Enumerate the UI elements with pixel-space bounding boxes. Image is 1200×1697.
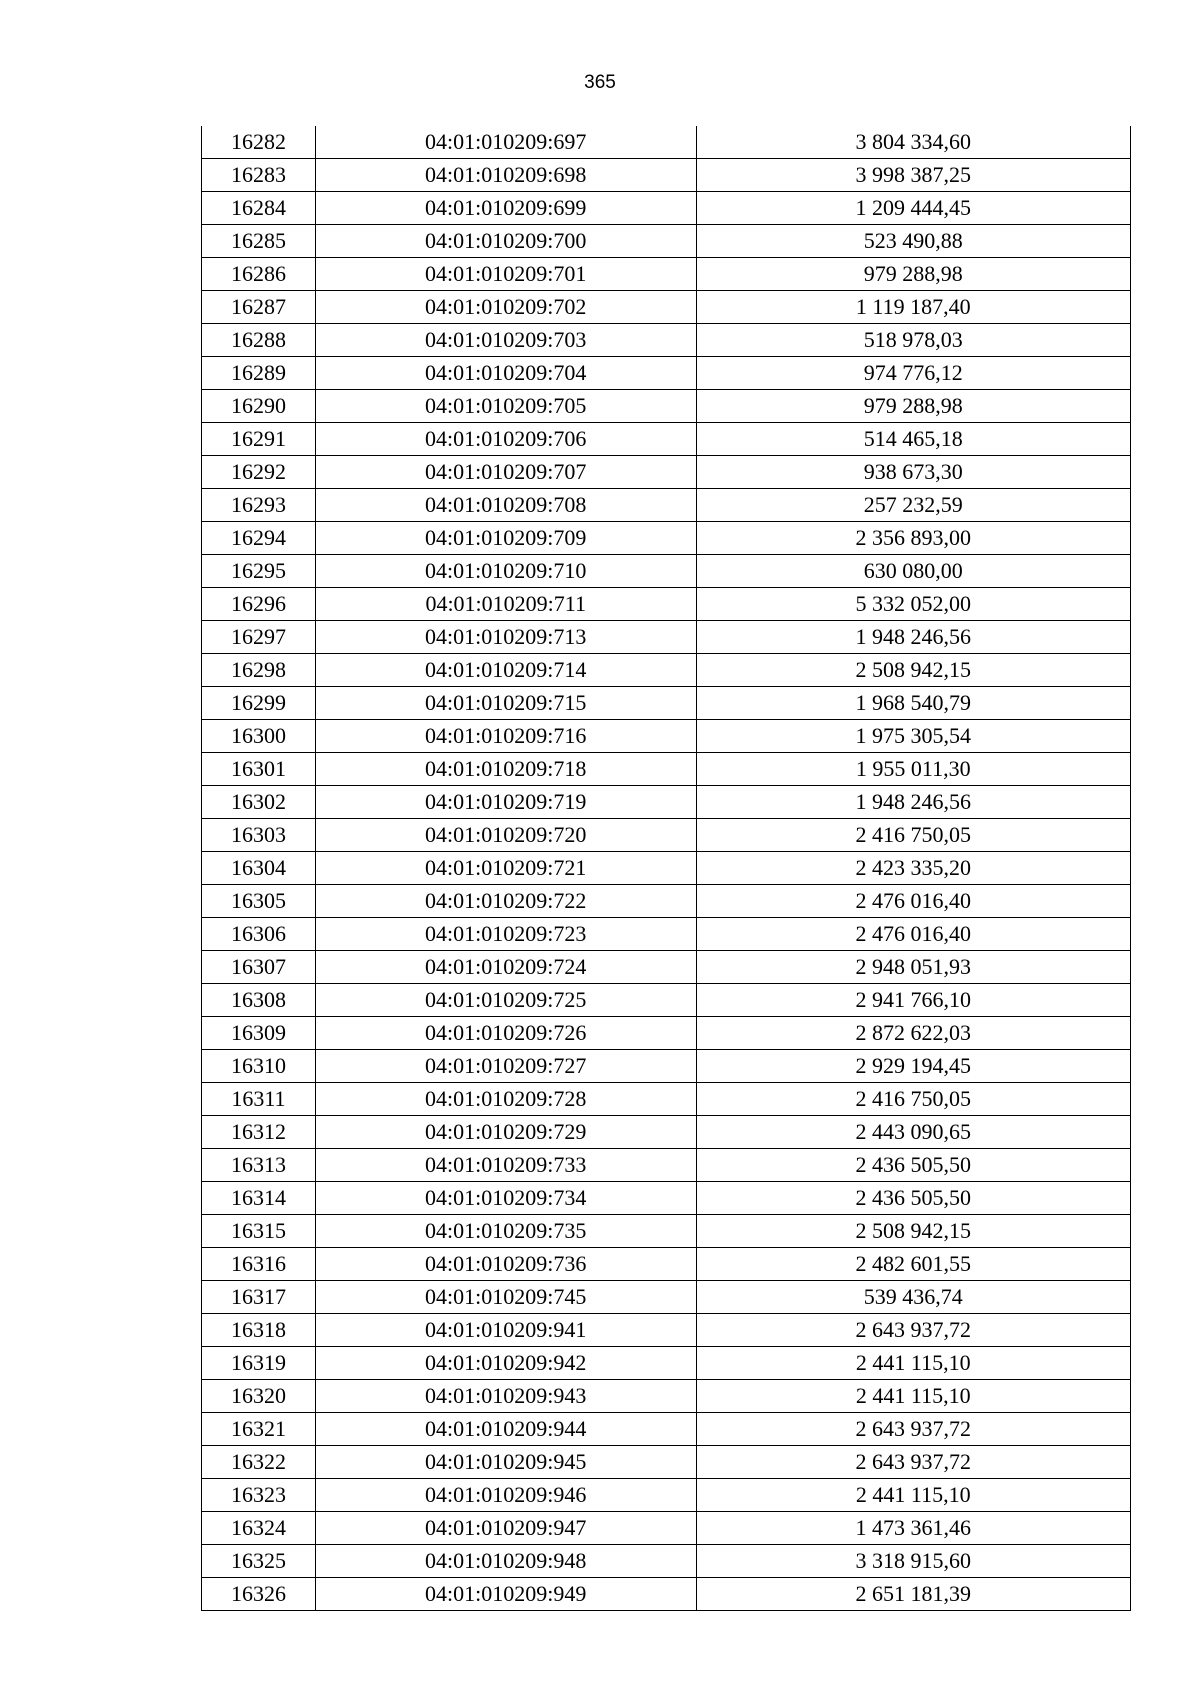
cadastral-number-cell: 04:01:010209:727	[315, 1050, 696, 1083]
row-number-cell: 16320	[202, 1380, 316, 1413]
cadastral-number-cell: 04:01:010209:702	[315, 291, 696, 324]
cadastral-number-cell: 04:01:010209:735	[315, 1215, 696, 1248]
row-number-cell: 16325	[202, 1545, 316, 1578]
cadastral-number-cell: 04:01:010209:726	[315, 1017, 696, 1050]
cadastral-value-cell: 630 080,00	[696, 555, 1130, 588]
row-number-cell: 16317	[202, 1281, 316, 1314]
table-body	[202, 126, 1131, 1611]
row-number-cell: 16311	[202, 1083, 316, 1116]
table-row	[202, 1413, 1131, 1446]
cadastral-value-cell: 514 465,18	[696, 423, 1130, 456]
table-row	[202, 192, 1131, 225]
cadastral-value-cell: 2 508 942,15	[696, 654, 1130, 687]
row-number-cell: 16324	[202, 1512, 316, 1545]
row-number-cell: 16306	[202, 918, 316, 951]
table-row	[202, 1050, 1131, 1083]
row-number-cell: 16295	[202, 555, 316, 588]
table-row	[202, 1182, 1131, 1215]
cadastral-value-cell: 2 872 622,03	[696, 1017, 1130, 1050]
row-number-cell: 16294	[202, 522, 316, 555]
cadastral-number-cell: 04:01:010209:728	[315, 1083, 696, 1116]
row-number-cell: 16301	[202, 753, 316, 786]
cadastral-value-cell: 1 955 011,30	[696, 753, 1130, 786]
row-number-cell: 16315	[202, 1215, 316, 1248]
row-number-cell: 16284	[202, 192, 316, 225]
cadastral-value-cell: 979 288,98	[696, 258, 1130, 291]
cadastral-number-cell: 04:01:010209:699	[315, 192, 696, 225]
cadastral-number-cell: 04:01:010209:697	[315, 126, 696, 159]
table-row	[202, 786, 1131, 819]
table-row	[202, 1281, 1131, 1314]
row-number-cell: 16321	[202, 1413, 316, 1446]
table-row	[202, 291, 1131, 324]
table-row	[202, 1545, 1131, 1578]
table-row	[202, 126, 1131, 159]
table-row	[202, 1083, 1131, 1116]
row-number-cell: 16298	[202, 654, 316, 687]
row-number-cell: 16299	[202, 687, 316, 720]
cadastral-number-cell: 04:01:010209:944	[315, 1413, 696, 1446]
cadastral-value-cell: 3 318 915,60	[696, 1545, 1130, 1578]
cadastral-value-cell: 2 436 505,50	[696, 1149, 1130, 1182]
table-row	[202, 621, 1131, 654]
table-row	[202, 1512, 1131, 1545]
table-row	[202, 654, 1131, 687]
cadastral-number-cell: 04:01:010209:707	[315, 456, 696, 489]
table-row	[202, 225, 1131, 258]
cadastral-value-cell: 2 441 115,10	[696, 1479, 1130, 1512]
row-number-cell: 16288	[202, 324, 316, 357]
row-number-cell: 16326	[202, 1578, 316, 1611]
cadastral-number-cell: 04:01:010209:949	[315, 1578, 696, 1611]
cadastral-number-cell: 04:01:010209:714	[315, 654, 696, 687]
table-row	[202, 555, 1131, 588]
cadastral-number-cell: 04:01:010209:725	[315, 984, 696, 1017]
cadastral-number-cell: 04:01:010209:720	[315, 819, 696, 852]
table-row	[202, 1149, 1131, 1182]
table-row	[202, 1380, 1131, 1413]
row-number-cell: 16297	[202, 621, 316, 654]
table-row	[202, 1248, 1131, 1281]
cadastral-number-cell: 04:01:010209:719	[315, 786, 696, 819]
table-row	[202, 918, 1131, 951]
table-row	[202, 423, 1131, 456]
row-number-cell: 16290	[202, 390, 316, 423]
cadastral-number-cell: 04:01:010209:701	[315, 258, 696, 291]
cadastral-number-cell: 04:01:010209:942	[315, 1347, 696, 1380]
table-row	[202, 687, 1131, 720]
cadastral-value-cell: 1 948 246,56	[696, 621, 1130, 654]
cadastral-value-cell: 257 232,59	[696, 489, 1130, 522]
row-number-cell: 16304	[202, 852, 316, 885]
table-row	[202, 390, 1131, 423]
cadastral-number-cell: 04:01:010209:711	[315, 588, 696, 621]
cadastral-value-cell: 3 804 334,60	[696, 126, 1130, 159]
table-row	[202, 819, 1131, 852]
cadastral-number-cell: 04:01:010209:723	[315, 918, 696, 951]
cadastral-number-cell: 04:01:010209:713	[315, 621, 696, 654]
cadastral-value-cell: 2 416 750,05	[696, 819, 1130, 852]
cadastral-value-cell: 1 119 187,40	[696, 291, 1130, 324]
cadastral-value-cell: 2 643 937,72	[696, 1446, 1130, 1479]
cadastral-number-cell: 04:01:010209:708	[315, 489, 696, 522]
cadastral-number-cell: 04:01:010209:948	[315, 1545, 696, 1578]
row-number-cell: 16285	[202, 225, 316, 258]
cadastral-value-cell: 2 441 115,10	[696, 1380, 1130, 1413]
row-number-cell: 16286	[202, 258, 316, 291]
cadastral-value-cell: 2 482 601,55	[696, 1248, 1130, 1281]
table-row	[202, 456, 1131, 489]
cadastral-value-cell: 938 673,30	[696, 456, 1130, 489]
cadastral-value-cell: 2 508 942,15	[696, 1215, 1130, 1248]
row-number-cell: 16287	[202, 291, 316, 324]
table-row	[202, 984, 1131, 1017]
page-number: 365	[584, 72, 616, 93]
table-row	[202, 258, 1131, 291]
row-number-cell: 16283	[202, 159, 316, 192]
cadastral-value-cell: 523 490,88	[696, 225, 1130, 258]
cadastral-number-cell: 04:01:010209:729	[315, 1116, 696, 1149]
row-number-cell: 16319	[202, 1347, 316, 1380]
row-number-cell: 16282	[202, 126, 316, 159]
cadastral-value-cell: 2 643 937,72	[696, 1314, 1130, 1347]
row-number-cell: 16291	[202, 423, 316, 456]
row-number-cell: 16293	[202, 489, 316, 522]
cadastral-number-cell: 04:01:010209:710	[315, 555, 696, 588]
cadastral-value-table	[201, 126, 1131, 1611]
cadastral-value-cell: 974 776,12	[696, 357, 1130, 390]
row-number-cell: 16318	[202, 1314, 316, 1347]
table-row	[202, 522, 1131, 555]
table-row	[202, 357, 1131, 390]
cadastral-number-cell: 04:01:010209:715	[315, 687, 696, 720]
cadastral-value-cell: 2 356 893,00	[696, 522, 1130, 555]
cadastral-number-cell: 04:01:010209:722	[315, 885, 696, 918]
cadastral-value-cell: 539 436,74	[696, 1281, 1130, 1314]
cadastral-value-cell: 1 975 305,54	[696, 720, 1130, 753]
cadastral-value-cell: 1 948 246,56	[696, 786, 1130, 819]
row-number-cell: 16292	[202, 456, 316, 489]
table-row	[202, 159, 1131, 192]
table-row	[202, 852, 1131, 885]
table-row	[202, 720, 1131, 753]
cadastral-value-cell: 2 948 051,93	[696, 951, 1130, 984]
cadastral-number-cell: 04:01:010209:945	[315, 1446, 696, 1479]
row-number-cell: 16316	[202, 1248, 316, 1281]
cadastral-value-cell: 2 643 937,72	[696, 1413, 1130, 1446]
cadastral-number-cell: 04:01:010209:724	[315, 951, 696, 984]
row-number-cell: 16310	[202, 1050, 316, 1083]
row-number-cell: 16314	[202, 1182, 316, 1215]
cadastral-value-cell: 518 978,03	[696, 324, 1130, 357]
row-number-cell: 16296	[202, 588, 316, 621]
table-row	[202, 1578, 1131, 1611]
table-row	[202, 489, 1131, 522]
cadastral-number-cell: 04:01:010209:733	[315, 1149, 696, 1182]
table-row	[202, 951, 1131, 984]
cadastral-value-cell: 1 968 540,79	[696, 687, 1130, 720]
row-number-cell: 16309	[202, 1017, 316, 1050]
cadastral-number-cell: 04:01:010209:734	[315, 1182, 696, 1215]
table-row	[202, 324, 1131, 357]
cadastral-number-cell: 04:01:010209:698	[315, 159, 696, 192]
row-number-cell: 16313	[202, 1149, 316, 1182]
cadastral-number-cell: 04:01:010209:941	[315, 1314, 696, 1347]
table-row	[202, 1479, 1131, 1512]
table-row	[202, 753, 1131, 786]
cadastral-value-cell: 2 941 766,10	[696, 984, 1130, 1017]
cadastral-number-cell: 04:01:010209:721	[315, 852, 696, 885]
row-number-cell: 16312	[202, 1116, 316, 1149]
row-number-cell: 16322	[202, 1446, 316, 1479]
cadastral-value-cell: 2 416 750,05	[696, 1083, 1130, 1116]
row-number-cell: 16289	[202, 357, 316, 390]
cadastral-number-cell: 04:01:010209:704	[315, 357, 696, 390]
cadastral-value-cell: 2 651 181,39	[696, 1578, 1130, 1611]
cadastral-value-cell: 2 443 090,65	[696, 1116, 1130, 1149]
table-row	[202, 588, 1131, 621]
cadastral-number-cell: 04:01:010209:716	[315, 720, 696, 753]
cadastral-value-cell: 2 476 016,40	[696, 885, 1130, 918]
cadastral-value-cell: 1 473 361,46	[696, 1512, 1130, 1545]
cadastral-value-cell: 5 332 052,00	[696, 588, 1130, 621]
cadastral-number-cell: 04:01:010209:703	[315, 324, 696, 357]
table-row	[202, 1314, 1131, 1347]
table-row	[202, 1215, 1131, 1248]
cadastral-value-cell: 979 288,98	[696, 390, 1130, 423]
cadastral-number-cell: 04:01:010209:745	[315, 1281, 696, 1314]
row-number-cell: 16303	[202, 819, 316, 852]
row-number-cell: 16323	[202, 1479, 316, 1512]
cadastral-number-cell: 04:01:010209:700	[315, 225, 696, 258]
cadastral-number-cell: 04:01:010209:946	[315, 1479, 696, 1512]
row-number-cell: 16307	[202, 951, 316, 984]
cadastral-number-cell: 04:01:010209:943	[315, 1380, 696, 1413]
cadastral-value-cell: 2 441 115,10	[696, 1347, 1130, 1380]
table-row	[202, 1446, 1131, 1479]
cadastral-value-cell: 1 209 444,45	[696, 192, 1130, 225]
cadastral-value-cell: 2 423 335,20	[696, 852, 1130, 885]
cadastral-value-cell: 2 476 016,40	[696, 918, 1130, 951]
cadastral-value-cell: 2 436 505,50	[696, 1182, 1130, 1215]
table-row	[202, 1116, 1131, 1149]
table-row	[202, 885, 1131, 918]
row-number-cell: 16302	[202, 786, 316, 819]
cadastral-value-cell: 2 929 194,45	[696, 1050, 1130, 1083]
table-row	[202, 1017, 1131, 1050]
table-row	[202, 1347, 1131, 1380]
cadastral-value-cell: 3 998 387,25	[696, 159, 1130, 192]
row-number-cell: 16305	[202, 885, 316, 918]
cadastral-number-cell: 04:01:010209:709	[315, 522, 696, 555]
row-number-cell: 16308	[202, 984, 316, 1017]
cadastral-number-cell: 04:01:010209:736	[315, 1248, 696, 1281]
cadastral-number-cell: 04:01:010209:947	[315, 1512, 696, 1545]
cadastral-number-cell: 04:01:010209:718	[315, 753, 696, 786]
cadastral-number-cell: 04:01:010209:706	[315, 423, 696, 456]
row-number-cell: 16300	[202, 720, 316, 753]
cadastral-number-cell: 04:01:010209:705	[315, 390, 696, 423]
